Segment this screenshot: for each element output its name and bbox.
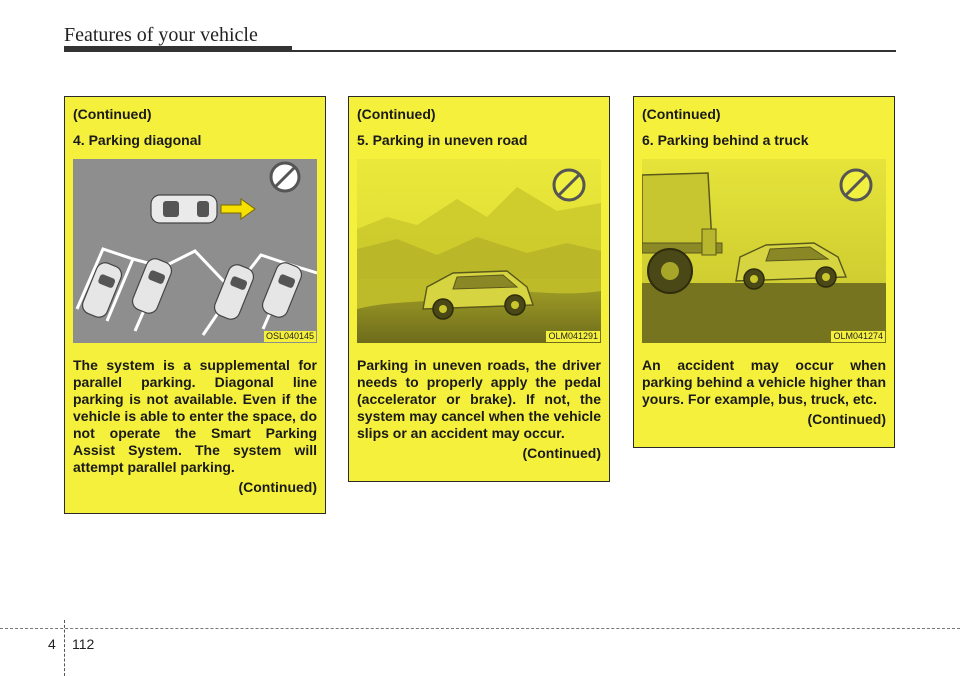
panel-continued-top: (Continued) (642, 106, 721, 122)
prohibited-icon (841, 170, 871, 200)
panel-continued-bottom: (Continued) (522, 445, 601, 461)
behind-truck-illustration (642, 159, 886, 343)
prohibited-icon (554, 170, 584, 200)
footer-divider (64, 620, 65, 676)
illustration-uneven-road (357, 159, 601, 343)
image-code: OLM041274 (833, 331, 883, 341)
panel-continued-top: (Continued) (73, 106, 152, 122)
uneven-road-illustration (357, 159, 601, 343)
illustration-behind-truck (642, 159, 886, 343)
panel-heading: 5. Parking in uneven road (357, 132, 528, 148)
panel-continued-top: (Continued) (357, 106, 436, 122)
chapter-number: 4 (48, 636, 56, 652)
page-number: 112 (72, 636, 95, 652)
panel-heading: 4. Parking diagonal (73, 132, 202, 148)
header-title: Features of your vehicle (64, 24, 258, 46)
panel-body: Parking in uneven roads, the driver needs to properly apply the pedal (accelerator or brake). If not, the system may cancel when the vehicle slips or an accident may occur. (357, 357, 601, 441)
panel-continued-bottom: (Continued) (238, 479, 317, 495)
image-code: OLM041291 (548, 331, 598, 341)
image-code: OSL040145 (265, 331, 314, 341)
panel-parking-uneven-road (348, 96, 610, 482)
panel-parking-behind-truck (633, 96, 895, 448)
panel-heading: 6. Parking behind a truck (642, 132, 809, 148)
diagonal-parking-illustration (73, 159, 317, 343)
panel-body: The system is a supplemental for parallel parking. Diagonal line parking is not available. Even if the vehicle is able to enter the space, do not operate the Smart Parking Assist System. The system will attempt parallel parking. (73, 357, 317, 475)
panel-continued-bottom: (Continued) (807, 411, 886, 427)
header-rule (64, 50, 896, 52)
panel-parking-diagonal (64, 96, 326, 514)
footer-rule (0, 628, 960, 629)
prohibited-icon (271, 163, 299, 191)
panel-body: An accident may occur when parking behind a vehicle higher than yours. For example, bus, truck, etc. (642, 357, 886, 407)
illustration-parking-diagonal (73, 159, 317, 343)
